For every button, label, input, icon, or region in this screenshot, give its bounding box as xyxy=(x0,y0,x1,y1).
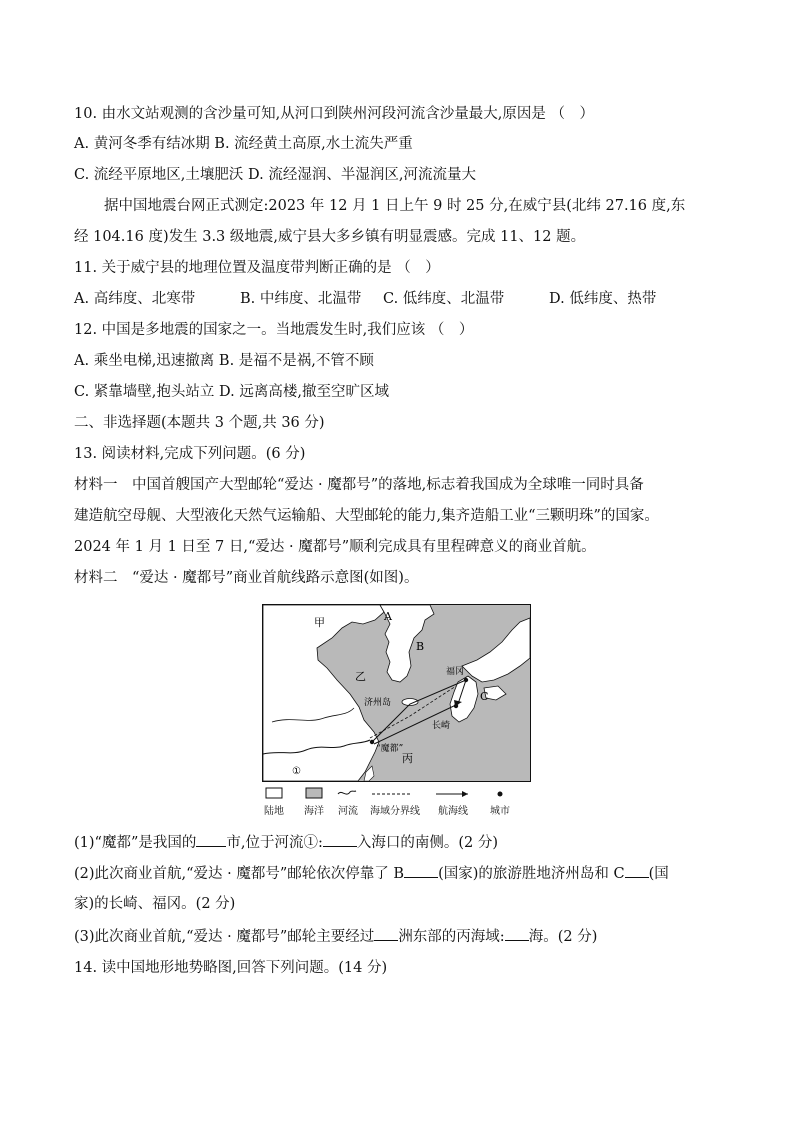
q13-sub2-text-a: (2)此次商业首航,“爱达 · 魔都号”邮轮依次停靠了 B xyxy=(74,866,405,882)
label-jia: 甲 xyxy=(314,616,325,629)
legend-sea-label: 海洋 xyxy=(304,806,324,817)
legend-symbols xyxy=(262,786,532,800)
label-A: A xyxy=(384,610,392,623)
label-jeju: 济州岛 xyxy=(364,698,392,708)
legend-land-label: 陆地 xyxy=(264,806,284,817)
q13-sub3 xyxy=(74,926,597,947)
q14-stem: 14. 读中国地形地势略图,回答下列问题。(14 分) xyxy=(74,960,388,976)
label-river-1: ① xyxy=(292,766,301,777)
q13-sub1-text-a: (1)“魔都”是我国的 xyxy=(74,835,197,851)
answer-blank-country-b[interactable] xyxy=(404,863,438,878)
legend-city-label: 城市 xyxy=(490,806,510,817)
q11-option-b: B. 中纬度、北温带 xyxy=(240,291,362,307)
intro-line-1: 据中国地震台网正式测定:2023 年 12 月 1 日上午 9 时 25 分,在威宁县(北纬 27.16 度,东 xyxy=(104,198,686,214)
q11-option-c: C. 低纬度、北温带 xyxy=(383,291,505,307)
legend-river-symbol xyxy=(338,791,356,794)
label-bing: 丙 xyxy=(402,752,413,765)
q13-sub1-text-c: 入海口的南侧。(2 分) xyxy=(356,835,499,851)
intro-line-2: 经 104.16 度)发生 3.3 级地震,威宁县大多乡镇有明显震感。完成 11、12 题。 xyxy=(74,229,586,245)
label-modu: “魔都” xyxy=(376,744,404,754)
answer-blank-country-c[interactable] xyxy=(625,863,649,878)
q13-sub1 xyxy=(74,832,498,853)
label-nagasaki: 长崎 xyxy=(432,721,451,731)
q13-sub2-text-c: (国 xyxy=(648,866,669,882)
q13-material1-line1: 材料一 中国首艘国产大型邮轮“爱达 · 魔都号”的落地,标志着我国成为全球唯一同时具备 xyxy=(74,477,644,493)
q11-option-a: A. 高纬度、北寒带 xyxy=(74,291,196,307)
q11-option-d: D. 低纬度、热带 xyxy=(549,291,657,307)
q10-options-cd: C. 流经平原地区,土壤肥沃 D. 流经湿润、半湿润区,河流流量大 xyxy=(74,167,476,183)
q13-sub2-cont: 家)的长崎、福冈。(2 分) xyxy=(74,896,236,912)
q12-options-cd: C. 紧靠墙壁,抱头站立 D. 远离高楼,撤至空旷区域 xyxy=(74,384,389,400)
q13-sub3-text-a: (3)此次商业首航,“爱达 · 魔都号”邮轮主要经过 xyxy=(74,929,375,945)
q10-stem: 10. 由水文站观测的含沙量可知,从河口到陕州河段河流含沙量最大,原因是 （ ） xyxy=(74,106,594,122)
q11-stem: 11. 关于威宁县的地理位置及温度带判断正确的是 （ ） xyxy=(74,260,440,276)
city-nagasaki xyxy=(454,704,458,708)
map-legend xyxy=(262,786,532,816)
answer-blank-river[interactable] xyxy=(323,832,357,847)
answer-blank-continent[interactable] xyxy=(374,926,398,941)
q10-options-ab: A. 黄河冬季有结冰期 B. 流经黄土高原,水土流失严重 xyxy=(74,136,413,152)
legend-river-label: 河流 xyxy=(338,806,358,817)
answer-blank-sea[interactable] xyxy=(505,926,529,941)
city-fukuoka xyxy=(464,678,468,682)
label-fukuoka: 福冈 xyxy=(446,667,465,677)
cruise-route-map xyxy=(262,604,531,782)
q13-material1-line2: 建造航空母舰、大型液化天然气运输船、大型邮轮的能力,集齐造船工业“三颗明珠”的国家。 xyxy=(74,508,659,524)
answer-blank-city[interactable] xyxy=(196,832,226,847)
q13-sub3-text-c: 海。(2 分) xyxy=(528,929,598,945)
legend-sea-swatch xyxy=(306,788,322,798)
q13-sub2 xyxy=(74,863,669,884)
legend-route-arrow xyxy=(462,791,468,797)
q12-options-ab: A. 乘坐电梯,迅速撤离 B. 是福不是祸,不管不顾 xyxy=(74,353,374,369)
legend-city-dot xyxy=(498,792,503,797)
q13-material1-line3: 2024 年 1 月 1 日至 7 日,“爱达 · 魔都号”顺利完成具有里程碑意义的商业首航。 xyxy=(74,539,596,555)
q13-sub1-text-b: 市,位于河流①: xyxy=(226,835,323,851)
legend-route-label: 航海线 xyxy=(438,806,468,817)
label-C: C xyxy=(480,690,489,703)
label-B: B xyxy=(416,640,425,653)
q12-stem: 12. 中国是多地震的国家之一。当地震发生时,我们应该 （ ） xyxy=(74,322,474,338)
q13-sub3-text-b: 洲东部的丙海域: xyxy=(398,929,505,945)
label-yi: 乙 xyxy=(355,670,366,683)
city-modu xyxy=(370,740,374,744)
q13-stem: 13. 阅读材料,完成下列问题。(6 分) xyxy=(74,446,306,462)
legend-land-swatch xyxy=(266,788,282,798)
section-heading: 二、非选择题(本题共 3 个题,共 36 分) xyxy=(74,415,325,431)
q13-sub2-text-b: (国家)的旅游胜地济州岛和 C xyxy=(438,866,625,882)
legend-boundary-label: 海域分界线 xyxy=(370,806,420,817)
q13-material2: 材料二 “爱达 · 魔都号”商业首航线路示意图(如图)。 xyxy=(74,570,419,586)
